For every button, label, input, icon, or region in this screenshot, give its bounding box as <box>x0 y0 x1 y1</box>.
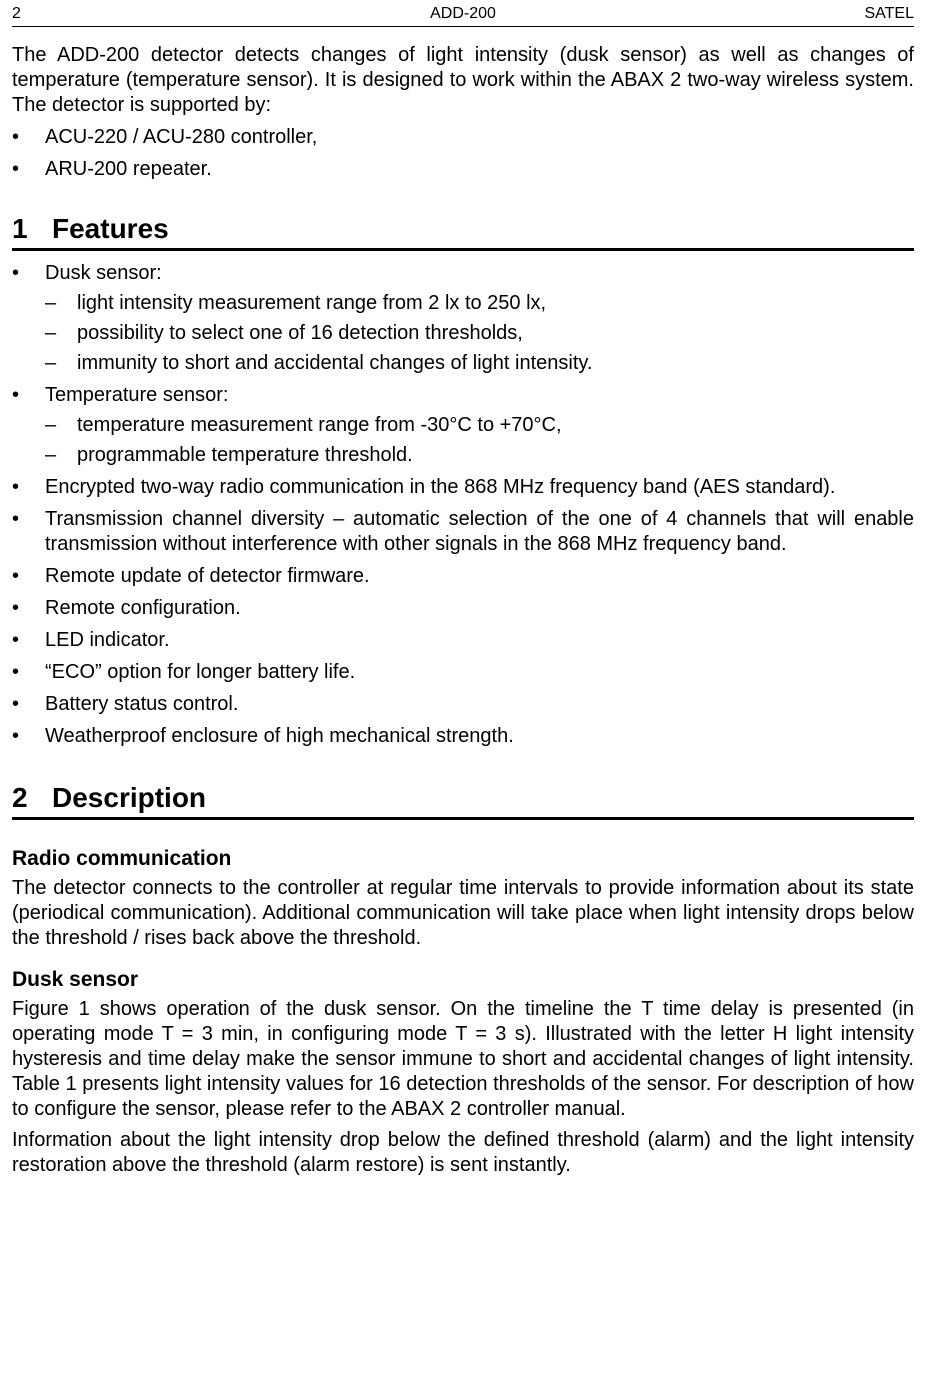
sublist-item: – possibility to select one of 16 detection thresholds, <box>45 321 914 346</box>
section-heading-features <box>12 212 914 251</box>
list-item-label: Dusk sensor: <box>45 262 162 284</box>
list-item: • ARU-200 repeater. <box>12 157 914 182</box>
supported-devices-list <box>12 125 914 182</box>
temperature-sensor-sublist <box>45 413 914 468</box>
document-title: ADD-200 <box>430 5 496 22</box>
list-item: • “ECO” option for longer battery life. <box>12 660 914 685</box>
brand-name: SATEL <box>864 5 914 22</box>
list-item: • Battery status control. <box>12 692 914 717</box>
intro-paragraph: The ADD-200 detector detects changes of light intensity (dusk sensor) as well as changes of temperature (temperature sensor). It is designed to work within the ABAX 2 two-way wireless system. The detector is supported by: <box>12 44 914 116</box>
sublist-item: – immunity to short and accidental changes of light intensity. <box>45 351 914 376</box>
page-header <box>12 0 914 27</box>
section-heading-description <box>12 781 914 820</box>
section-title: Features <box>52 213 169 244</box>
radio-communication-paragraph: The detector connects to the controller at regular time intervals to provide information about its state (periodical communication). Additional communication will take place when light intensity drops below the threshold / rises back above the threshold. <box>12 877 914 949</box>
list-item: • Transmission channel diversity – automatic selection of the one of 4 channels that will enable transmission without interference with other signals in the 868 MHz frequency band. <box>12 507 914 557</box>
list-item: • Encrypted two-way radio communication in the 868 MHz frequency band (AES standard). <box>12 475 914 500</box>
dusk-sensor-sublist <box>45 291 914 376</box>
list-item: • ACU-220 / ACU-280 controller, <box>12 125 914 150</box>
list-item: • Remote update of detector firmware. <box>12 564 914 589</box>
list-item-temperature-sensor <box>12 383 914 468</box>
document-page <box>12 0 914 1178</box>
subheading-radio-communication: Radio communication <box>12 847 232 870</box>
section-number: 1 <box>12 213 28 244</box>
list-item: • Remote configuration. <box>12 596 914 621</box>
dusk-sensor-paragraph: Figure 1 shows operation of the dusk sensor. On the timeline the T time delay is presented (in operating mode T = 3 min, in configuring mode T = 3 s). Illustrated with the letter H light intensity hysteresis and time delay make the sensor immune to short and accidental changes of light intensity. Table 1 presents light intensity values for 16 detection thresholds of the sensor. For description of how to configure the sensor, please refer to the ABAX 2 controller manual. <box>12 998 914 1120</box>
list-item-dusk-sensor <box>12 261 914 376</box>
section-title: Description <box>52 782 207 813</box>
list-item-label: Temperature sensor: <box>45 384 229 406</box>
list-item: • Weatherproof enclosure of high mechanical strength. <box>12 724 914 749</box>
list-item: • LED indicator. <box>12 628 914 653</box>
section-number: 2 <box>12 782 28 813</box>
features-list <box>12 261 914 749</box>
subheading-dusk-sensor: Dusk sensor <box>12 968 139 991</box>
alarm-info-paragraph: Information about the light intensity drop below the defined threshold (alarm) and the light intensity restoration above the threshold (alarm restore) is sent instantly. <box>12 1129 914 1176</box>
sublist-item: – programmable temperature threshold. <box>45 443 914 468</box>
sublist-item: – light intensity measurement range from 2 lx to 250 lx, <box>45 291 914 316</box>
sublist-item: – temperature measurement range from -30°C to +70°C, <box>45 413 914 438</box>
page-number: 2 <box>12 5 21 22</box>
